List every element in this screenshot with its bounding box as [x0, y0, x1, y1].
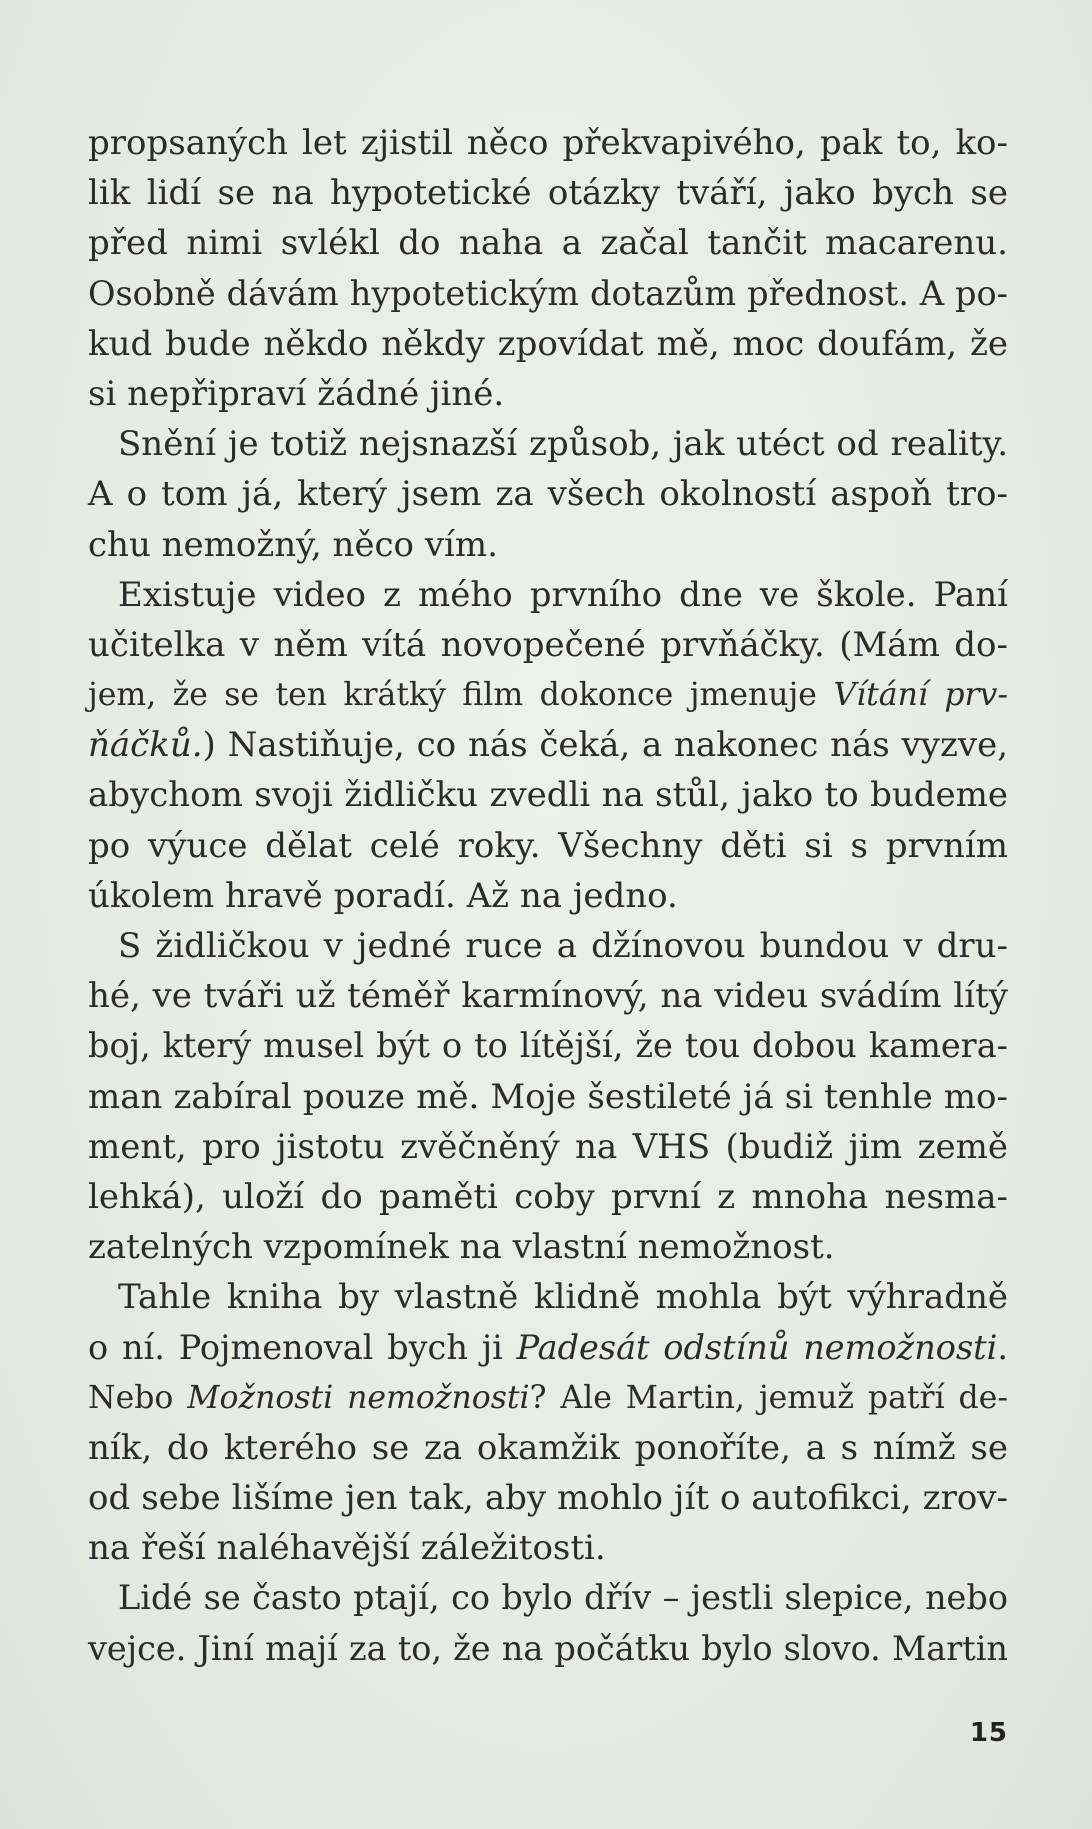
text-line: kud bude někdo někdy zpovídat mě, moc doufám, že: [88, 323, 1008, 364]
text-line: Tahle kniha by vlastně klidně mohla být výhradně: [118, 1277, 1008, 1318]
text-run: jem, že se ten krátký film dokonce jmenuje: [88, 677, 834, 714]
text-line: chu nemožný, něco vím.: [88, 524, 498, 565]
text-line: A o tom já, který jsem za všech okolností aspoň tro-: [88, 474, 1008, 515]
text-line: si nepřipraví žádné jiné.: [88, 373, 505, 414]
text-line: úkolem hravě poradí. Až na jedno.: [88, 875, 678, 916]
text-line: zatelných vzpomínek na vlastní nemožnost.: [88, 1227, 835, 1268]
text-line: propsaných let zjistil něco překvapivého, pak to, ko-: [88, 123, 1008, 163]
italic-title: Možnosti nemožnosti: [187, 1379, 530, 1416]
text-line: abychom svoji židličku zvedli na stůl, jako to budeme: [88, 775, 1008, 816]
text-run: .: [997, 1327, 1008, 1367]
text-line: po výuce dělat celé roky. Všechny děti si s prvním: [88, 825, 1008, 866]
text-run: Nebo: [88, 1379, 188, 1416]
text-line: [88, 670, 1008, 720]
text-line: lehká), uloží do paměti coby první z mnoha nesma-: [88, 1176, 1008, 1217]
text-line: Snění je totiž nejsnazší způsob, jak utéct od reality.: [118, 424, 1008, 465]
text-line: vejce. Jiní mají za to, že na počátku bylo slovo. Martin: [88, 1628, 1008, 1668]
text-line: Existuje video z mého prvního dne ve škole. Paní: [118, 574, 1008, 615]
text-run: ? Ale Martin, jemuž patří de-: [529, 1379, 1008, 1416]
text-line: hé, ve tváři už téměř karmínový, na videu svádím lítý: [88, 976, 1008, 1017]
italic-title: ňáčků.: [88, 725, 203, 766]
text-line: ment, pro jistotu zvěčněný na VHS (budiž jim země: [88, 1126, 1008, 1167]
text-line: [88, 1323, 1008, 1373]
italic-title: Padesát odstínů nemožnosti: [516, 1327, 998, 1367]
text-line: na řeší naléhavější záležitosti.: [88, 1528, 606, 1569]
text-line: boj, který musel být o to lítější, že tou dobou kamera-: [88, 1026, 1008, 1066]
body-text: [88, 118, 1008, 1674]
text-run: o ní. Pojmenoval bych ji: [88, 1327, 517, 1367]
text-line: učitelka v něm vítá novopečené prvňáčky. (Mám do-: [88, 624, 1008, 665]
text-line: Osobně dávám hypotetickým dotazům přednost. A po-: [88, 273, 1008, 313]
text-line: před nimi svlékl do naha a začal tančit macarenu.: [88, 223, 1008, 264]
italic-title: Vítání prv-: [833, 677, 1008, 714]
text-line: S židličkou v jedné ruce a džínovou bundou v dru-: [118, 926, 1008, 966]
text-line: [88, 1373, 1008, 1423]
text-line: ník, do kterého se za okamžik ponoříte, a s nímž se: [88, 1427, 1008, 1468]
text-line: od sebe lišíme jen tak, aby mohlo jít o autofikci, zrov-: [88, 1478, 1008, 1519]
text-run: ) Nastiňuje, co nás čeká, a nakonec nás vyzve,: [202, 725, 1008, 766]
page-number: 15: [969, 1718, 1008, 1748]
text-line: [88, 720, 1008, 770]
text-line: lik lidí se na hypotetické otázky tváří, jako bych se: [88, 173, 1008, 214]
text-line: man zabíral pouze mě. Moje šestileté já si tenhle mo-: [88, 1076, 1008, 1117]
text-line: Lidé se často ptají, co bylo dřív – jestli slepice, nebo: [118, 1578, 1008, 1618]
